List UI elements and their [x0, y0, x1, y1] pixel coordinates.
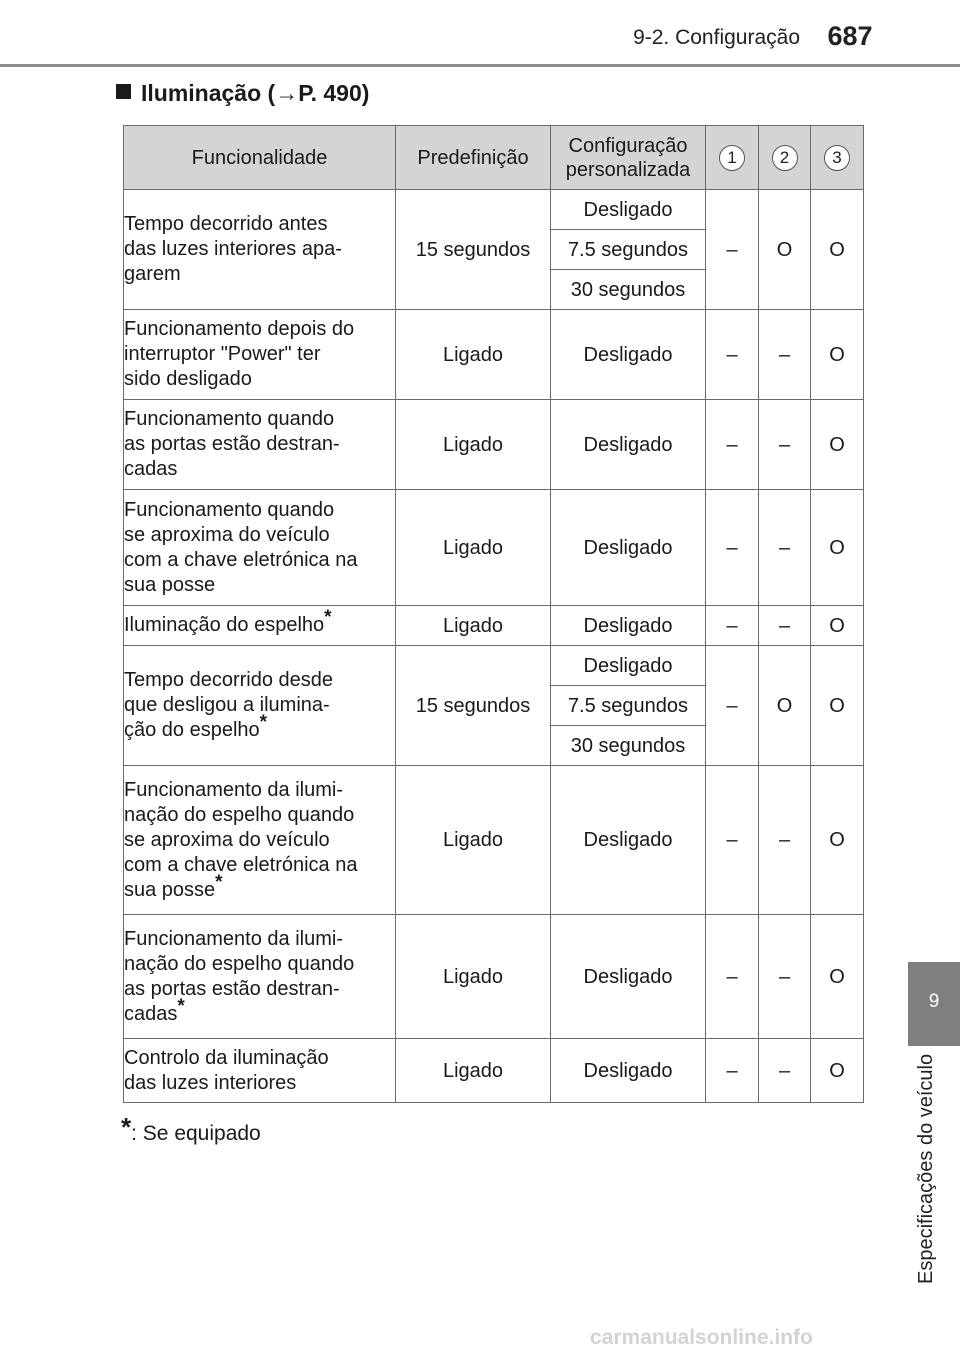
- custom-option-cell: 30 segundos: [551, 726, 706, 766]
- function-cell: [124, 310, 396, 400]
- function-cell: [124, 646, 396, 766]
- function-cell: [124, 766, 396, 915]
- default-cell: Ligado: [396, 490, 551, 606]
- function-line: que desligou a ilumina-: [124, 694, 330, 716]
- column-header-3: [811, 126, 864, 190]
- function-line: sua posse: [124, 878, 216, 901]
- default-cell: 15 segundos: [396, 190, 551, 310]
- mark-cell-c3: O: [811, 400, 864, 490]
- custom-option-cell: 7.5 segundos: [551, 230, 706, 270]
- table-row: [124, 310, 864, 400]
- table-row: [124, 646, 864, 686]
- default-cell: Ligado: [396, 606, 551, 646]
- default-cell: Ligado: [396, 915, 551, 1039]
- function-line: se aproxima do veículo: [124, 523, 330, 546]
- function-line: Controlo da iluminação: [124, 1046, 329, 1069]
- circled-number-2-icon: 2: [772, 145, 798, 171]
- custom-option-cell: Desligado: [551, 646, 706, 686]
- arrow-icon: →: [275, 80, 299, 106]
- column-header-default: Predefinição: [396, 126, 551, 190]
- mark-cell-c1: –: [706, 310, 759, 400]
- mark-cell-c1: –: [706, 646, 759, 766]
- table-row: [124, 1039, 864, 1103]
- chapter-tab-label: Especificações do veículo: [915, 1054, 937, 1285]
- function-line: das luzes interiores apa-: [124, 238, 342, 260]
- mark-cell-c3: O: [811, 766, 864, 915]
- function-line: cadas: [124, 458, 178, 480]
- mark-cell-c1: –: [706, 766, 759, 915]
- table-row: [124, 915, 864, 1039]
- mark-cell-c2: O: [759, 190, 811, 310]
- mark-cell-c2: –: [759, 915, 811, 1039]
- function-line: sua posse: [124, 573, 216, 596]
- mark-cell-c3: O: [811, 190, 864, 310]
- function-line: Tempo decorrido desde: [124, 669, 334, 691]
- mark-cell-c1: –: [706, 1039, 759, 1103]
- page-number: 687: [827, 21, 873, 51]
- mark-cell-c3: O: [811, 646, 864, 766]
- function-line: nação do espelho quando: [124, 952, 355, 975]
- asterisk-marker: *: [177, 995, 185, 1017]
- mark-cell-c2: –: [759, 400, 811, 490]
- mark-cell-c1: –: [706, 606, 759, 646]
- function-line: as portas estão destran-: [124, 977, 340, 1000]
- square-bullet-icon: [116, 84, 131, 99]
- custom-option-cell: Desligado: [551, 490, 706, 606]
- function-line: Funcionamento quando: [124, 498, 335, 521]
- column-header-2: [759, 126, 811, 190]
- table-row: [124, 490, 864, 606]
- mark-cell-c2: –: [759, 1039, 811, 1103]
- asterisk-marker: *: [259, 712, 268, 733]
- table-header-row: [124, 126, 864, 190]
- default-cell: Ligado: [396, 766, 551, 915]
- function-cell: [124, 190, 396, 310]
- asterisk-marker: *: [215, 871, 223, 893]
- mark-cell-c1: –: [706, 190, 759, 310]
- function-line: Funcionamento quando: [124, 408, 335, 430]
- custom-option-cell: Desligado: [551, 400, 706, 490]
- custom-option-cell: Desligado: [551, 915, 706, 1039]
- watermark: carmanualsonline.info: [590, 1326, 813, 1349]
- function-line: interruptor "Power" ter: [124, 343, 321, 365]
- custom-option-cell: 7.5 segundos: [551, 686, 706, 726]
- table-row: [124, 400, 864, 490]
- custom-option-cell: Desligado: [551, 310, 706, 400]
- mark-cell-c3: O: [811, 1039, 864, 1103]
- function-line: com a chave eletrónica na: [124, 853, 358, 876]
- function-line: ção do espelho: [124, 719, 260, 741]
- function-line: garem: [124, 263, 181, 285]
- function-line: Funcionamento da ilumi-: [124, 778, 343, 801]
- function-line: das luzes interiores: [124, 1071, 297, 1094]
- chapter-section-heading: 9-2. Configuração: [633, 26, 800, 49]
- mark-cell-c1: –: [706, 915, 759, 1039]
- custom-option-cell: Desligado: [551, 606, 706, 646]
- table-row: [124, 190, 864, 230]
- function-line: Tempo decorrido antes: [124, 213, 328, 235]
- column-header-1: [706, 126, 759, 190]
- header-rule: [0, 64, 960, 67]
- function-line: as portas estão destran-: [124, 433, 340, 455]
- function-line: sido desligado: [124, 368, 252, 390]
- default-cell: Ligado: [396, 1039, 551, 1103]
- custom-option-cell: Desligado: [551, 190, 706, 230]
- function-cell: [124, 400, 396, 490]
- function-line: Funcionamento da ilumi-: [124, 927, 343, 950]
- mark-cell-c1: –: [706, 400, 759, 490]
- table-row: [124, 766, 864, 915]
- mark-cell-c3: O: [811, 915, 864, 1039]
- mark-cell-c2: –: [759, 490, 811, 606]
- default-cell: Ligado: [396, 400, 551, 490]
- page-reference-link[interactable]: P. 490): [298, 80, 370, 106]
- asterisk-marker: *: [324, 607, 332, 628]
- column-header-custom: Configuração personalizada: [551, 126, 706, 190]
- mark-cell-c2: O: [759, 646, 811, 766]
- footnote: [121, 1112, 261, 1146]
- function-line: Funcionamento depois do: [124, 318, 355, 340]
- function-line: cadas: [124, 1002, 178, 1025]
- mark-cell-c1: –: [706, 490, 759, 606]
- settings-table: [123, 125, 864, 1103]
- default-cell: 15 segundos: [396, 646, 551, 766]
- mark-cell-c3: O: [811, 490, 864, 606]
- custom-option-cell: 30 segundos: [551, 270, 706, 310]
- function-cell: [124, 915, 396, 1039]
- function-line: com a chave eletrónica na: [124, 548, 358, 571]
- chapter-tab[interactable]: 9: [908, 962, 960, 1046]
- circled-number-3-icon: 3: [824, 145, 850, 171]
- function-line: nação do espelho quando: [124, 803, 355, 826]
- mark-cell-c3: O: [811, 310, 864, 400]
- mark-cell-c2: –: [759, 766, 811, 915]
- circled-number-1-icon: 1: [719, 145, 745, 171]
- function-cell: [124, 1039, 396, 1103]
- function-cell: [124, 606, 396, 646]
- column-header-function: Funcionalidade: [124, 126, 396, 190]
- footnote-asterisk: *: [121, 1112, 132, 1142]
- section-title: [116, 80, 369, 107]
- mark-cell-c2: –: [759, 310, 811, 400]
- section-title-text: Iluminação (: [141, 80, 276, 106]
- footnote-text: : Se equipado: [131, 1122, 261, 1145]
- custom-option-cell: Desligado: [551, 766, 706, 915]
- function-cell: [124, 490, 396, 606]
- function-line: se aproxima do veículo: [124, 828, 330, 851]
- mark-cell-c3: O: [811, 606, 864, 646]
- custom-option-cell: Desligado: [551, 1039, 706, 1103]
- mark-cell-c2: –: [759, 606, 811, 646]
- default-cell: Ligado: [396, 310, 551, 400]
- table-row: [124, 606, 864, 646]
- function-line: Iluminação do espelho: [124, 614, 325, 636]
